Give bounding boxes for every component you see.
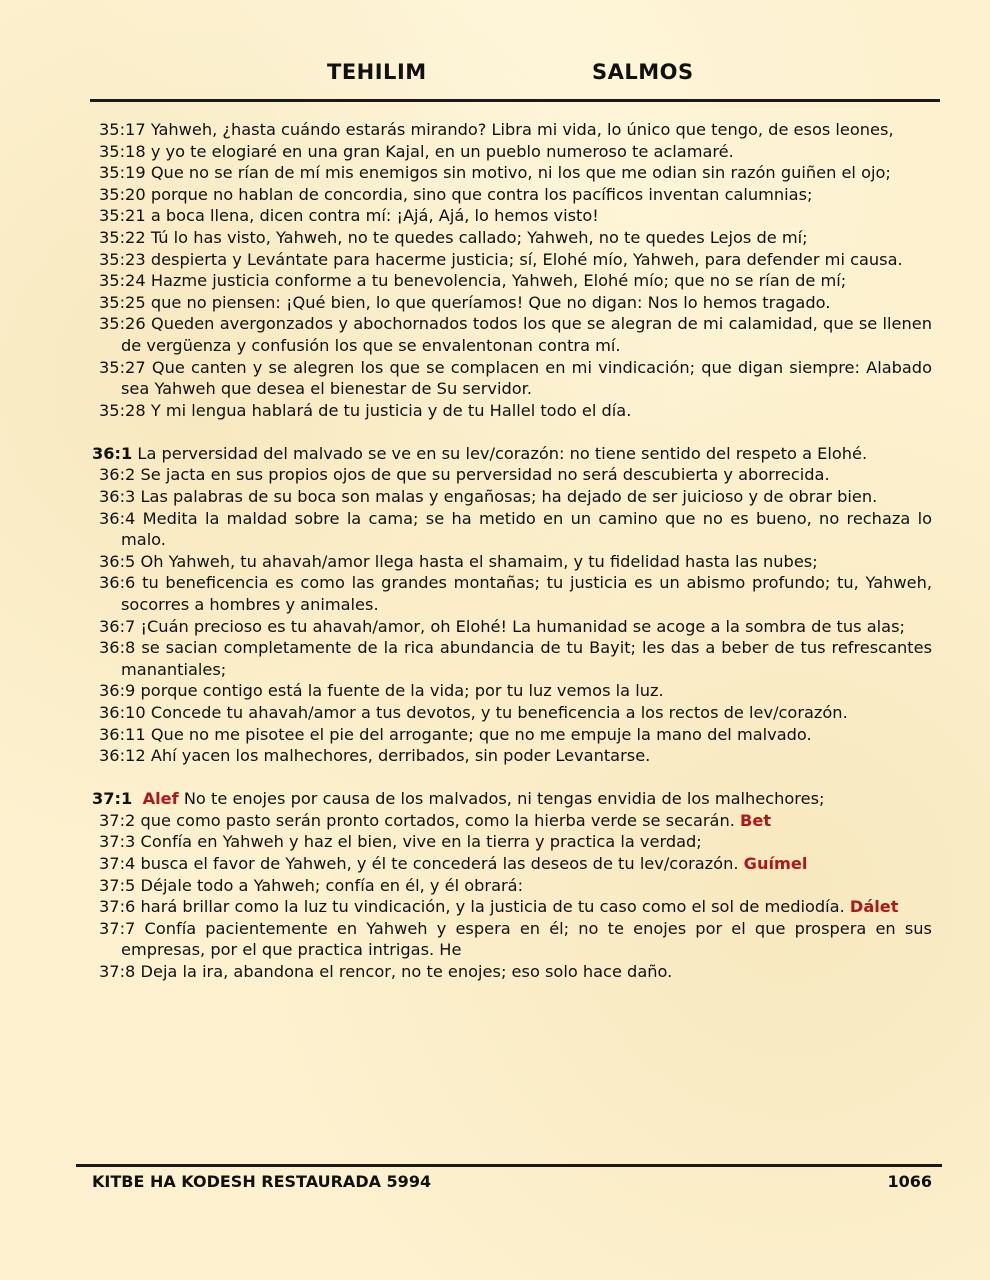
verse-text: La perversidad del malvado se ve en su lev/corazón: no tiene sentido del respeto a Elohé. bbox=[137, 443, 868, 463]
verse-number: 37:3 bbox=[99, 832, 136, 852]
verse-37-7 bbox=[92, 918, 932, 961]
chapter-gap bbox=[92, 767, 932, 789]
verse-text: porque contigo está la fuente de la vida; por tu luz vemos la luz. bbox=[140, 681, 664, 701]
verse-number: 36:7 bbox=[99, 616, 136, 636]
verse-35-19 bbox=[92, 162, 932, 184]
verse-36-4 bbox=[92, 508, 932, 551]
page-number: 1066 bbox=[887, 1172, 932, 1191]
verse-number: 36:5 bbox=[99, 551, 136, 571]
verse-number: 37:2 bbox=[99, 810, 136, 830]
verse-36-8 bbox=[92, 637, 932, 680]
page-header bbox=[0, 60, 990, 90]
verse-35-25 bbox=[92, 292, 932, 314]
verse-number: 36:4 bbox=[99, 508, 136, 528]
verse-37-8 bbox=[92, 961, 932, 983]
verse-number: 36:3 bbox=[99, 487, 136, 506]
verse-37-1 bbox=[92, 788, 932, 810]
verse-35-26 bbox=[92, 313, 932, 356]
verse-number: 35:28 bbox=[99, 400, 146, 420]
verse-text: hará brillar como la luz tu vindicación, y la justicia de tu caso como el sol de mediodía. bbox=[140, 897, 845, 917]
verse-37-6 bbox=[92, 896, 932, 918]
verse-number: 35:24 bbox=[99, 271, 146, 291]
verse-text: ¡Cuán precioso es tu ahavah/amor, oh Elohé! La humanidad se acoge a la sombra de tus alas; bbox=[140, 616, 905, 636]
hebrew-letter-marker: Alef bbox=[142, 789, 179, 809]
verse-number: 35:20 bbox=[99, 184, 146, 204]
footer-title: KITBE HA KODESH RESTAURADA 5994 bbox=[92, 1172, 432, 1191]
verse-text: a boca llena, dicen contra mí: ¡Ajá, Ajá, lo hemos visto! bbox=[150, 206, 599, 226]
verse-36-5 bbox=[92, 551, 932, 573]
verse-text: Concede tu ahavah/amor a tus devotos, y tu beneficencia a los rectos de lev/corazón. bbox=[150, 702, 848, 722]
verse-number: 35:19 bbox=[99, 163, 146, 183]
verse-text: Confía en Yahweh y haz el bien, vive en la tierra y practica la verdad; bbox=[140, 832, 702, 852]
verse-35-22 bbox=[92, 227, 932, 249]
verse-text: Se jacta en sus propios ojos de que su perversidad no será descubierta y aborrecida. bbox=[140, 465, 830, 485]
verse-text: que no piensen: ¡Qué bien, lo que queríamos! Que no digan: Nos lo hemos tragado. bbox=[150, 292, 831, 312]
verse-text: despierta y Levántate para hacerme justicia; sí, Elohé mío, Yahweh, para defender mi causa. bbox=[150, 249, 903, 269]
verse-text: tu beneficencia es como las grandes montañas; tu justicia es un abismo profundo; tu, Yahweh, socorres a hombres y animales. bbox=[121, 573, 932, 614]
verse-number: 35:25 bbox=[99, 292, 146, 312]
verse-37-5 bbox=[92, 875, 932, 897]
verse-number: 36:12 bbox=[99, 746, 146, 766]
verse-number: 36:2 bbox=[99, 465, 136, 485]
verse-36-1 bbox=[92, 443, 932, 465]
verse-35-23 bbox=[92, 249, 932, 271]
hebrew-letter-marker: Bet bbox=[740, 810, 772, 830]
verse-text: Deja la ira, abandona el rencor, no te enojes; eso solo hace daño. bbox=[140, 961, 673, 981]
verse-number: 37:8 bbox=[99, 961, 136, 981]
verse-35-17 bbox=[92, 119, 932, 141]
verse-35-24 bbox=[92, 270, 932, 292]
chapter-start-number: 37:1 bbox=[92, 789, 133, 809]
verse-number: 36:8 bbox=[99, 638, 136, 658]
verse-number: 37:6 bbox=[99, 897, 136, 917]
footer-rule bbox=[76, 1164, 942, 1167]
page-footer bbox=[92, 1172, 932, 1194]
verse-35-28 bbox=[92, 400, 932, 422]
verse-text: Tú lo has visto, Yahweh, no te quedes callado; Yahweh, no te quedes Lejos de mí; bbox=[150, 227, 808, 247]
header-book-spanish: SALMOS bbox=[592, 60, 694, 84]
verse-number: 36:11 bbox=[99, 724, 146, 744]
verse-36-11 bbox=[92, 724, 932, 746]
verse-35-21 bbox=[92, 205, 932, 227]
verse-number: 37:4 bbox=[99, 854, 136, 873]
hebrew-letter-marker: Guímel bbox=[743, 854, 808, 873]
verse-36-2 bbox=[92, 464, 932, 486]
verse-36-7 bbox=[92, 616, 932, 638]
hebrew-letter-marker: Dálet bbox=[849, 897, 899, 917]
verse-text: porque no hablan de concordia, sino que contra los pacíficos inventan calumnias; bbox=[150, 184, 813, 204]
verse-number: 36:6 bbox=[99, 573, 136, 593]
verse-35-27 bbox=[92, 357, 932, 400]
verse-text: Que no se rían de mí mis enemigos sin motivo, ni los que me odian sin razón guiñen el ojo; bbox=[150, 163, 891, 183]
verse-36-9 bbox=[92, 680, 932, 702]
scripture-text bbox=[92, 119, 932, 983]
verse-text: que como pasto serán pronto cortados, como la hierba verde se secarán. bbox=[140, 810, 735, 830]
verse-text: Queden avergonzados y abochornados todos los que se alegran de mi calamidad, que se llenen de vergüenza y confusión los que se envalentonan contra mí. bbox=[121, 314, 932, 355]
header-rule bbox=[90, 99, 940, 102]
verse-37-4 bbox=[92, 853, 932, 875]
verse-number: 35:26 bbox=[99, 314, 146, 334]
chapter-gap bbox=[92, 421, 932, 443]
verse-36-3 bbox=[92, 486, 932, 508]
verse-number: 35:22 bbox=[99, 227, 146, 247]
header-book-hebrew: TEHILIM bbox=[327, 60, 427, 84]
verse-number: 35:18 bbox=[99, 141, 146, 161]
verse-number: 35:23 bbox=[99, 249, 146, 269]
verse-text: se sacian completamente de la rica abundancia de tu Bayit; les das a beber de tus refrescantes manantiales; bbox=[121, 638, 932, 679]
verse-35-18 bbox=[92, 141, 932, 163]
verse-number: 36:9 bbox=[99, 681, 136, 701]
verse-text: y yo te elogiaré en una gran Kajal, en un pueblo numeroso te aclamaré. bbox=[150, 141, 734, 161]
verse-text: Que canten y se alegren los que se complacen en mi vindicación; que digan siempre: Alabado sea Yahweh que desea el bienestar de Su servidor. bbox=[121, 357, 932, 399]
verse-number: 35:27 bbox=[99, 357, 146, 377]
verse-text: busca el favor de Yahweh, y él te concederá las deseos de tu lev/corazón. bbox=[140, 854, 739, 873]
verse-text: Oh Yahweh, tu ahavah/amor llega hasta el shamaim, y tu fidelidad hasta las nubes; bbox=[140, 551, 818, 571]
verse-text: Yahweh, ¿hasta cuándo estarás mirando? Libra mi vida, lo único que tengo, de esos leones, bbox=[150, 120, 894, 139]
verse-text: Ahí yacen los malhechores, derribados, sin poder Levantarse. bbox=[150, 746, 651, 766]
verse-text: Medita la maldad sobre la cama; se ha metido en un camino que no es bueno, no rechaza lo malo. bbox=[121, 508, 932, 550]
verse-35-20 bbox=[92, 184, 932, 206]
verse-37-3 bbox=[92, 831, 932, 853]
verse-text: No te enojes por causa de los malvados, ni tengas envidia de los malhechores; bbox=[183, 789, 825, 809]
chapter-start-number: 36:1 bbox=[92, 443, 133, 463]
verse-number: 35:21 bbox=[99, 206, 146, 226]
verse-text: Y mi lengua hablará de tu justicia y de tu Hallel todo el día. bbox=[150, 400, 632, 420]
verse-text: Confía pacientemente en Yahweh y espera en él; no te enojes por el que prospera en sus empresas, por el que practica intrigas. He bbox=[121, 918, 932, 960]
verse-text: Que no me pisotee el pie del arrogante; que no me empuje la mano del malvado. bbox=[150, 724, 812, 744]
verse-number: 37:5 bbox=[99, 875, 136, 895]
verse-text: Las palabras de su boca son malas y engañosas; ha dejado de ser juicioso y de obrar bien. bbox=[140, 487, 878, 506]
verse-36-12 bbox=[92, 745, 932, 767]
verse-text: Hazme justicia conforme a tu benevolencia, Yahweh, Elohé mío; que no se rían de mí; bbox=[150, 271, 847, 291]
verse-37-2 bbox=[92, 810, 932, 832]
verse-36-10 bbox=[92, 702, 932, 724]
verse-number: 37:7 bbox=[99, 918, 136, 938]
verse-number: 36:10 bbox=[99, 702, 146, 722]
verse-number: 35:17 bbox=[99, 120, 146, 139]
verse-text: Déjale todo a Yahweh; confía en él, y él obrará: bbox=[140, 875, 524, 895]
verse-36-6 bbox=[92, 572, 932, 615]
